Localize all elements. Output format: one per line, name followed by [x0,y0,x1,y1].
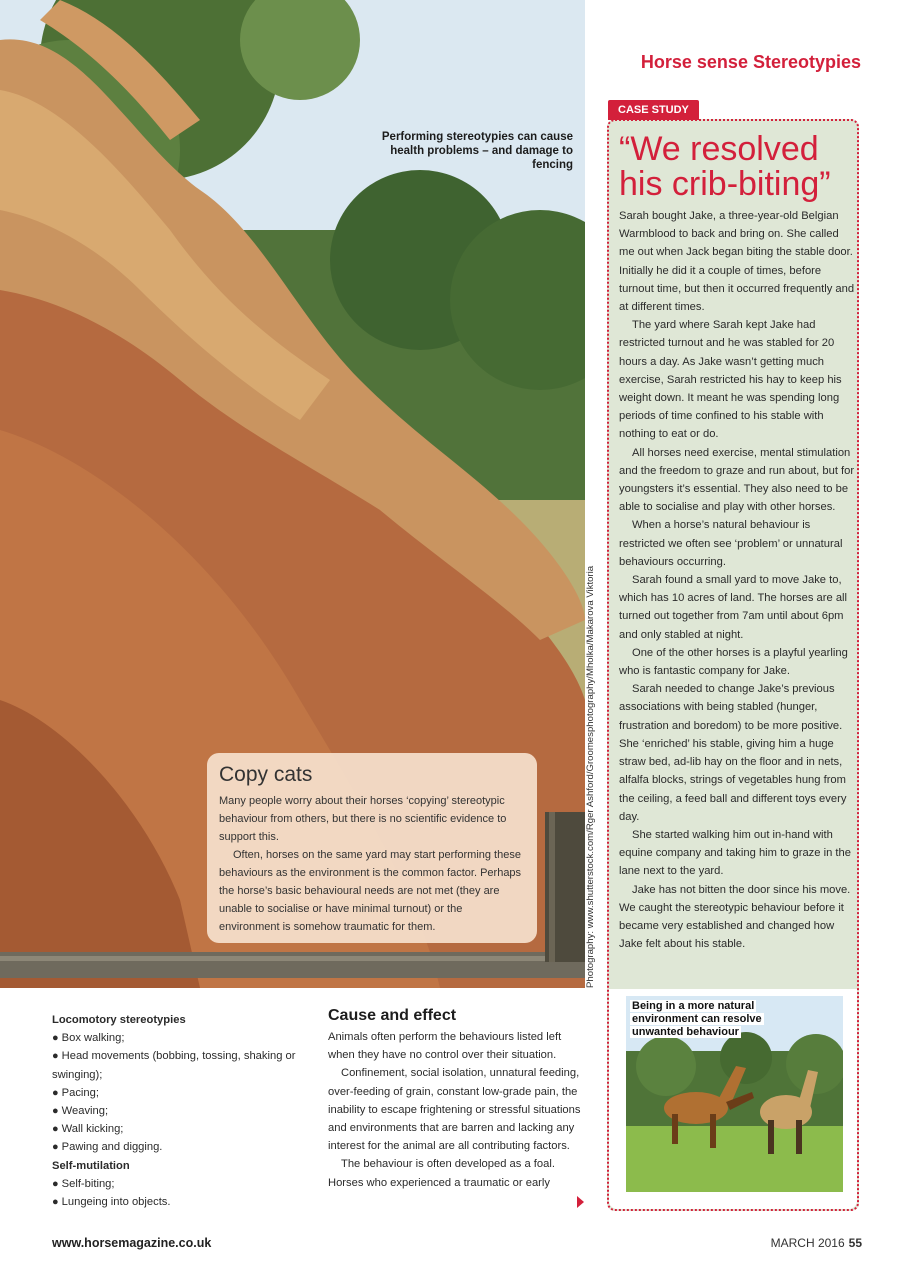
hero-photo-caption: Performing stereotypies can cause health problems – and damage to fencing [381,131,573,171]
cause-paragraph: Confinement, social isolation, unnatural feeding, over-feeding of grain, constant low-grade pain, the inability to escape frightening or stressful situations and environments that are barren and lacking any interest for the animal are all contributing factors. [328,1067,581,1153]
case-study-tag: CASE STUDY [608,100,699,120]
case-study-paragraph: Jake has not bitten the door since his move. We caught the stereotypic behaviour before it became very established and changed how Jake felt about his stable. [619,883,851,951]
copy-cats-paragraph: Many people worry about their horses ‘copying’ stereotypic behaviour from others, but there is no scientific evidence to support this. [219,795,507,843]
case-study-photo-caption [630,1000,780,1039]
locomotory-heading: Locomotory stereotypies [52,1014,186,1026]
list-item: ● Lungeing into objects. [52,1193,312,1211]
stereotypies-list [52,1011,312,1211]
copy-cats-box [207,753,537,943]
locomotory-list [52,1029,312,1156]
list-item: ● Wall kicking; [52,1120,312,1138]
case-study-paragraph: One of the other horses is a playful yearling who is fantastic company for Jake. [619,646,848,678]
cause-paragraph: The behaviour is often developed as a foal. Horses who experienced a traumatic or early [328,1158,555,1189]
list-item: ● Head movements (bobbing, tossing, shaking or swinging); [52,1047,312,1083]
case-study-body [619,207,855,953]
footer-url[interactable]: www.horsemagazine.co.uk [52,1236,212,1250]
list-item: ● Box walking; [52,1029,312,1047]
footer-issue [700,1236,862,1250]
footer-date: MARCH 2016 [770,1236,845,1250]
hero-photo [0,0,585,988]
case-study-paragraph: All horses need exercise, mental stimulation and the freedom to graze and run about, but for youngsters it’s essential. They also need to be able to socialise and play with other horses. [619,446,855,514]
self-mutilation-heading: Self-mutilation [52,1159,130,1172]
cause-and-effect-section [328,1005,584,1192]
list-item: ● Pacing; [52,1084,312,1102]
case-study-photo-caption-text: Being in a more natural environment can resolve unwanted behaviour [632,1000,762,1038]
case-study-paragraph: When a horse’s natural behaviour is restricted we often see ‘problem’ or unnatural behaviours occurring. [619,519,843,568]
list-item: ● Pawing and digging. [52,1138,312,1156]
cause-and-effect-title: Cause and effect [328,1007,457,1024]
section-title: Horse sense Stereotypies [640,52,861,72]
photo-credit-text: Photography: www.shutterstock.com/Rger Ashford/Groomesphotography/Mholka/Makarova Viktoria [585,565,596,988]
case-study-paragraph: She started walking him out in-hand with equine company and taking him to graze in the lane next to the yard. [619,828,851,878]
case-study-headline: “We resolved his crib-biting” [619,130,831,203]
case-study-paragraph: The yard where Sarah kept Jake had restricted turnout and he was stabled for 20 hours a day. As Jake wasn’t getting much exercise, Sarah restricted his hay to keep his weight down. It meant he was spending long periods of time confined to his stable with nothing to eat or do. [619,319,842,441]
page-number: 55 [848,1236,862,1250]
self-mutilation-list [52,1175,312,1211]
cause-paragraph: Animals often perform the behaviours listed left when they have no control over their situation. [328,1031,562,1062]
case-study-paragraph: Sarah bought Jake, a three-year-old Belgian Warmblood to back and bring on. She called me out when Jack began biting the stable door. Initially he did it a couple of times, before turnout time, but then it occurred frequently and at different times. [619,210,855,314]
case-study-paragraph: Sarah needed to change Jake’s previous associations with being stabled (hunger, frustration and boredom) to be more positive. She ‘enriched’ his stable, giving him a huge straw bed, ad-lib hay on the floor and in nets, alfalfa blocks, strings of vegetables hung from the ceiling, a feed ball and different toys every day. [619,683,847,823]
copy-cats-title: Copy cats [219,763,313,786]
case-study-photo [626,996,843,1192]
copy-cats-paragraph: Often, horses on the same yard may start performing these behaviours as the environment is the common factor. Perhaps the horse’s basic behavioural needs are not met (they are unable to socialise or have minimal turnout) or the environment is somehow traumatic for them. [219,849,522,933]
continue-arrow-icon [577,1196,584,1208]
list-item: ● Self-biting; [52,1175,312,1193]
list-item: ● Weaving; [52,1102,312,1120]
case-study-paragraph: Sarah found a small yard to move Jake to, which has 10 acres of land. The horses are all turned out together from 7am until about 6pm and only stabled at night. [619,574,848,641]
